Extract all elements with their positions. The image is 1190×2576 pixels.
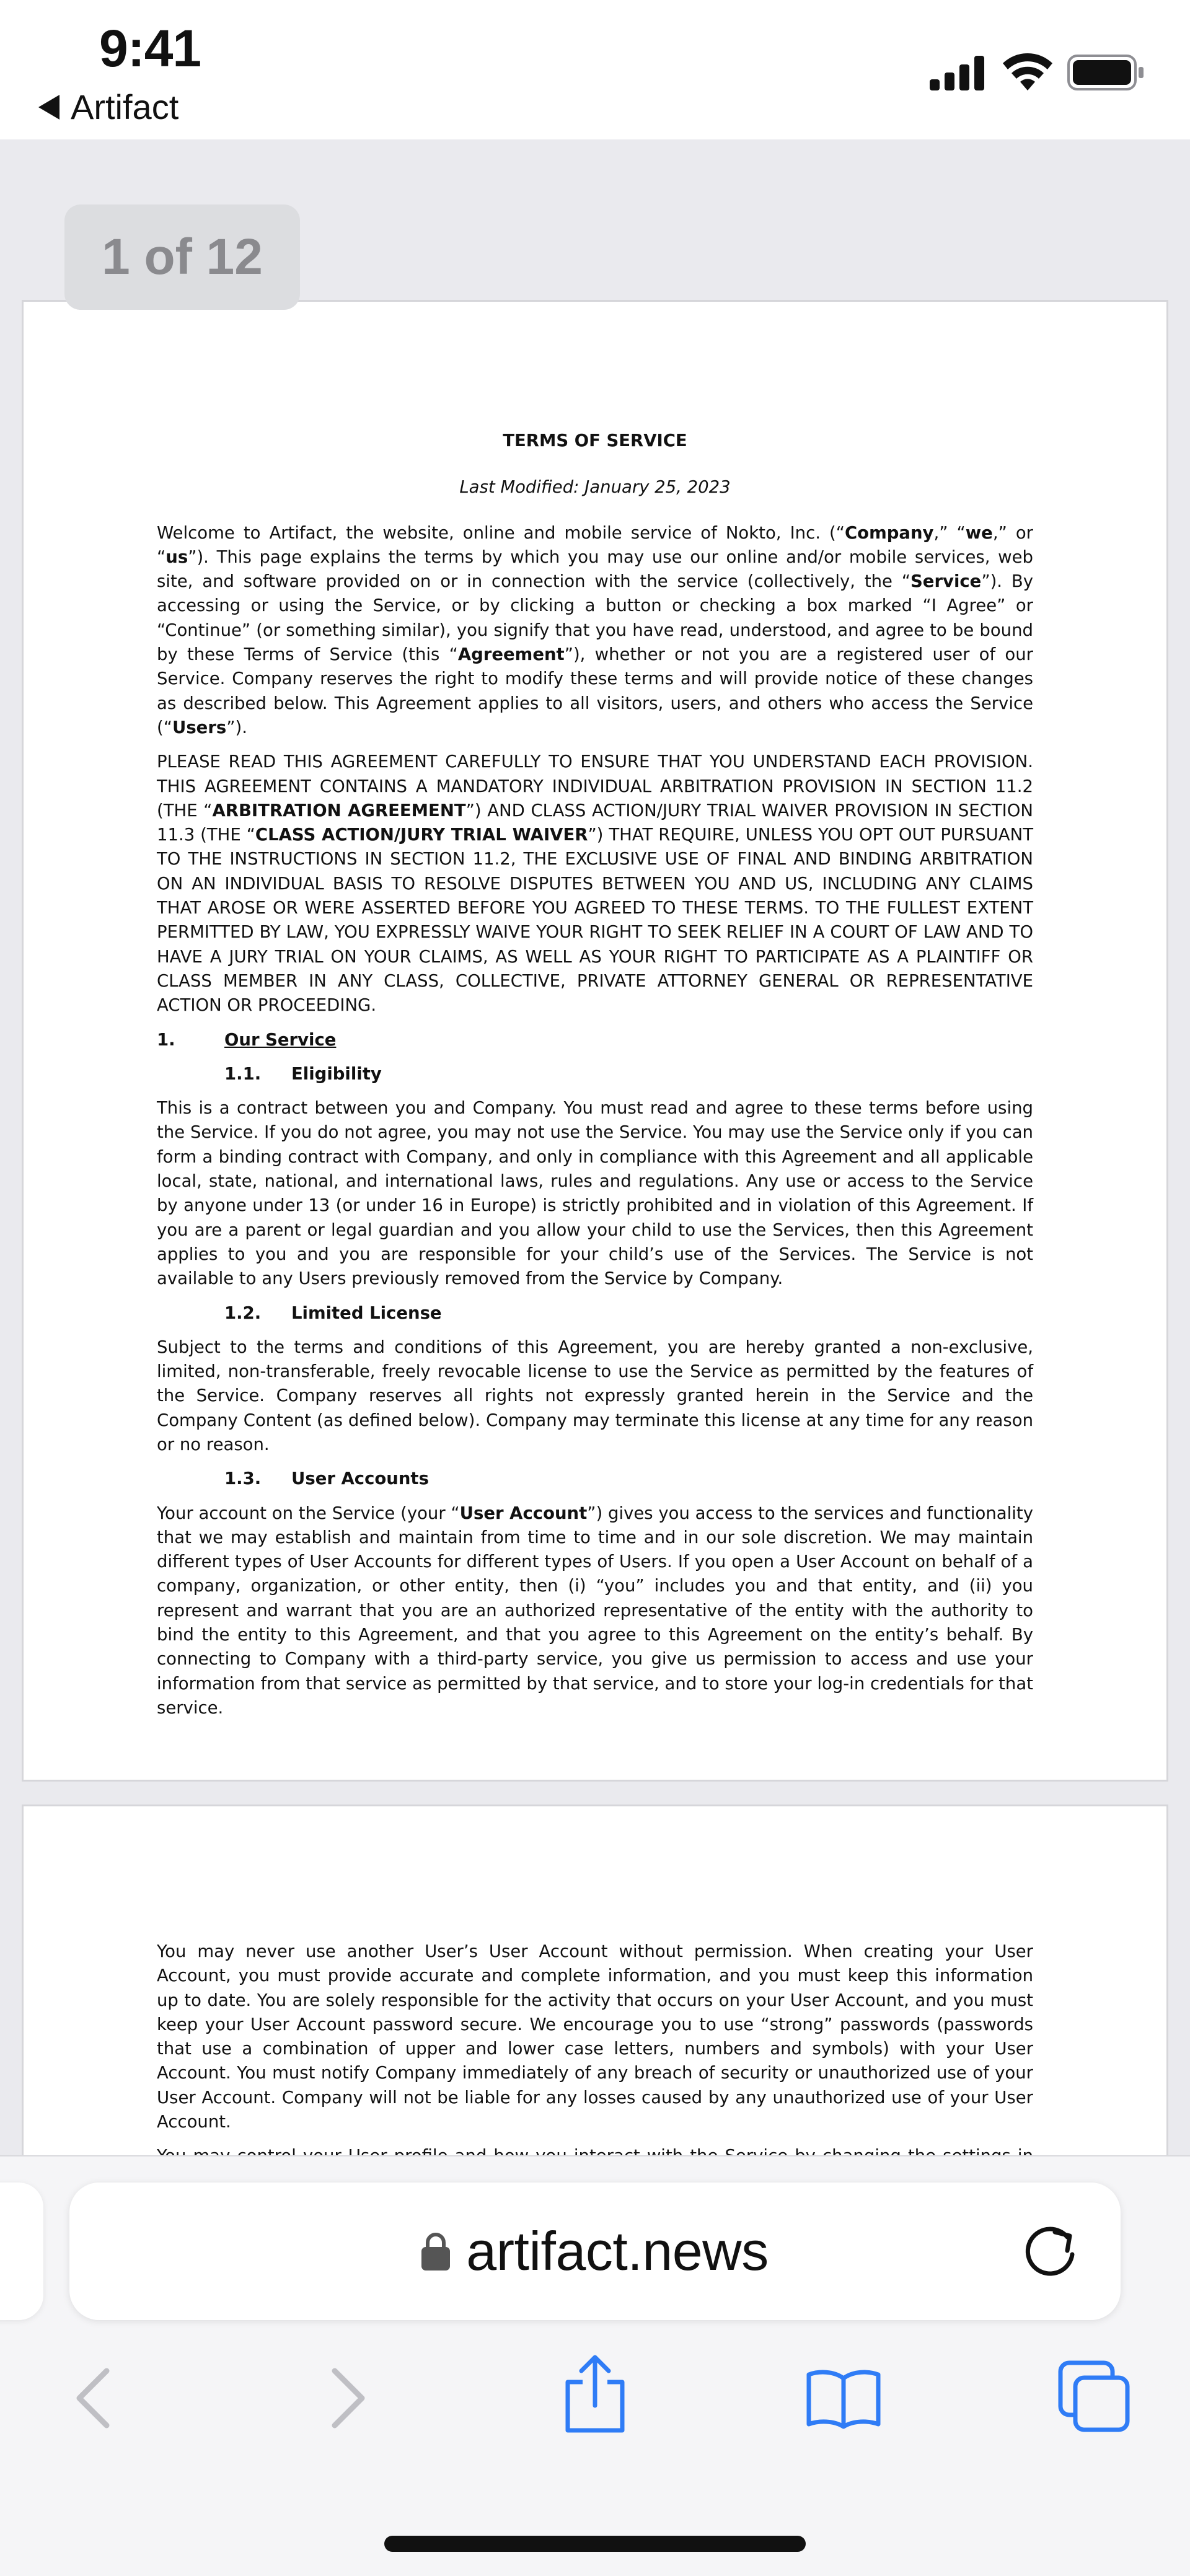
text-run: ”). By accessing or using the Service, or by clicking a button or checking a box marked “I Agree” or “Continue” (or something similar), you signify that you have read, understood, and agree to be bound by these Terms of Service (this “ <box>157 571 1033 665</box>
section-title: Our Service <box>224 1029 337 1050</box>
text-run: ,” “ <box>933 522 966 543</box>
back-arrow-icon <box>73 2367 113 2429</box>
limited-license-paragraph: Subject to the terms and conditions of this Agreement, you are hereby granted a non-exclusive, limited, non-transferable, freely revocable license to use the Service as permitted by the features of the Service. Company reserves all rights not expressly granted herein in the Service and the Company Content (as defined below). Company may terminate this license at any time for any reason or no reason. <box>157 1337 1033 1454</box>
text-run: ”). <box>226 717 247 737</box>
defined-term: us <box>165 547 188 567</box>
defined-term: Service <box>910 571 982 592</box>
subsection-title: Eligibility <box>291 1063 382 1084</box>
bookmarks-button[interactable] <box>803 2364 884 2432</box>
text-run: ”) AND CLASS ACTION/JURY TRIAL WAIVER PROVISION IN SECTION 11.3 (THE “ <box>157 800 1034 845</box>
arbitration-notice-paragraph <box>157 750 1033 1018</box>
address-bar-content <box>69 2183 1121 2320</box>
document-title: TERMS OF SERVICE <box>503 431 687 451</box>
defined-term: Company <box>845 522 934 543</box>
url-text: artifact.news <box>466 2220 769 2282</box>
subsection-number: 1.2. <box>224 1303 262 1323</box>
defined-term: ARBITRATION AGREEMENT <box>212 800 466 820</box>
reload-icon[interactable] <box>1018 2218 1083 2284</box>
text-run: Your account on the Service (your “ <box>157 1503 460 1523</box>
intro-paragraph <box>157 521 1033 741</box>
user-accounts-paragraph <box>157 1501 1033 1721</box>
defined-term: Agreement <box>457 644 565 665</box>
text-run: ”). This page explains the terms by which you may use our online and/or mobile services, web site, and software provided on or in connection with the service (collectively, the “ <box>157 547 1033 592</box>
browser-toolbar <box>0 2155 1190 2576</box>
defined-term: CLASS ACTION/JURY TRIAL WAIVER <box>255 825 588 845</box>
home-indicator <box>384 2536 806 2552</box>
subsection-heading-user-accounts <box>157 1467 1033 1491</box>
status-bar <box>0 0 1190 139</box>
subsection-number: 1.1. <box>224 1063 262 1084</box>
lock-icon <box>421 2232 450 2270</box>
defined-term: Users <box>172 717 227 737</box>
tabs-button[interactable] <box>1054 2356 1134 2437</box>
forward-arrow-icon <box>328 2367 368 2429</box>
back-to-app-button[interactable] <box>38 87 178 127</box>
address-bar[interactable] <box>69 2183 1121 2320</box>
wifi-icon <box>1003 52 1052 90</box>
defined-term: User Account <box>459 1503 588 1523</box>
share-button[interactable] <box>558 2354 632 2434</box>
status-time: 9:41 <box>99 19 201 77</box>
cellular-signal-icon <box>930 56 985 90</box>
text-run: ,” or “ <box>157 522 1033 567</box>
text-run: Welcome to Artifact, the website, online and mobile service of Nokto, Inc. (“ <box>157 522 845 543</box>
share-icon <box>563 2354 627 2434</box>
eligibility-paragraph: This is a contract between you and Company. You must read and agree to these terms before using the Service. If you do not agree, you may not use the Service. You may use the Service only if you can form a binding contract with Company, and only in compliance with this Agreement and all applicable local, state, national, and international laws, rules and regulations. Any use or access to the Service by anyone under 13 (or under 16 in Europe) is strictly prohibited and in violation of this Agreement. If you are a parent or legal guardian and you allow your child to use the Services, then this Agreement applies to you and you are responsible for your child’s use of the Services. The Service is not available to any Users previously removed from the Service by Company. <box>157 1098 1033 1289</box>
subsection-title: Limited License <box>291 1303 442 1323</box>
subsection-title: User Accounts <box>291 1469 429 1489</box>
text-run: ”) THAT REQUIRE, UNLESS YOU OPT OUT PURSUANT TO THE INSTRUCTIONS IN SECTION 11.2, THE EXCLUSIVE USE OF FINAL AND BINDING ARBITRATION ON AN INDIVIDUAL BASIS TO RESOLVE DISPUTES BETWEEN YOU AND US, INCLUDING ANY CLAIMS THAT AROSE OR WERE ASSERTED BEFORE YOU AGREED TO THESE TERMS. TO THE FULLEST EXTENT PERMITTED BY LAW, YOU EXPRESSLY WAIVE YOUR RIGHT TO SEEK RELIEF IN A COURT OF LAW AND TO HAVE A JURY TRIAL ON YOUR CLAIMS, AS WELL AS YOUR RIGHT TO PARTICIPATE AS A PLAINTIFF OR CLASS MEMBER IN ANY CLASS, COLLECTIVE, PRIVATE ATTORNEY GENERAL OR REPRESENTATIVE ACTION OR PROCEEDING. <box>157 825 1033 1016</box>
page-1-body <box>157 429 1033 1730</box>
text-run: PLEASE READ THIS AGREEMENT CAREFULLY TO ENSURE THAT YOU UNDERSTAND EACH PROVISION. THIS AGREEMENT CONTAINS A MANDATORY INDIVIDUAL ARBITRATION PROVISION IN SECTION 11.2 (THE “ <box>157 752 1033 820</box>
back-app-label: Artifact <box>71 87 179 126</box>
battery-icon <box>1067 55 1145 90</box>
last-modified-date: Last Modified: January 25, 2023 <box>459 477 731 498</box>
document-page-1 <box>24 302 1166 1780</box>
section-number: 1. <box>157 1029 175 1050</box>
section-heading-our-service <box>157 1028 1033 1052</box>
back-button[interactable] <box>62 2364 124 2432</box>
text-run: ”), whether or not you are a registered user of our Service. Company reserves the right to modify these terms and will provide notice of these changes as described below. This Agreement applies to all visitors, users, and others who access the Service (“ <box>157 644 1033 737</box>
subsection-heading-limited-license <box>157 1301 1033 1325</box>
defined-term: we <box>965 522 993 543</box>
subsection-number: 1.3. <box>224 1469 262 1489</box>
tabs-icon <box>1057 2359 1131 2433</box>
back-triangle-icon <box>38 95 60 120</box>
bookmarks-icon <box>805 2367 882 2429</box>
page-indicator: 1 of 12 <box>64 204 300 310</box>
account-security-paragraph: You may never use another User’s User Account without permission. When creating your User Account, you must provide accurate and complete information, and you must keep this information up to date. You are solely responsible for the activity that occurs on your User Account, and you must keep your User Account password secure. We encourage you to use “strong” passwords (passwords that use a combination of upper and lower case letters, numbers and symbols) with your User Account. You must notify Company immediately of any breach of security or unauthorized use of your User Account. Company will not be liable for any losses caused by any unauthorized use of your User Account. <box>157 1941 1033 2132</box>
previous-tab-peek[interactable] <box>0 2183 43 2320</box>
forward-button[interactable] <box>317 2364 379 2432</box>
subsection-heading-eligibility <box>157 1062 1033 1086</box>
document-viewer[interactable] <box>0 139 1190 2156</box>
text-run: ”) gives you access to the services and functionality that we may establish and maintain from time to time and in our sole discretion. We may maintain different types of User Accounts for different types of Users. If you open a User Account on behalf of a company, organization, or other entity, then (i) “you” includes you and that entity, and (ii) you represent and warrant that you are an authorized representative of the entity with the authority to bind the entity to this Agreement, and that you agree to this Agreement on the entity’s behalf. By connecting to Company with a third-party service, you give us permission to access and use your information from that service as permitted by that service, and to store your log-in credentials for that service. <box>157 1503 1033 1718</box>
